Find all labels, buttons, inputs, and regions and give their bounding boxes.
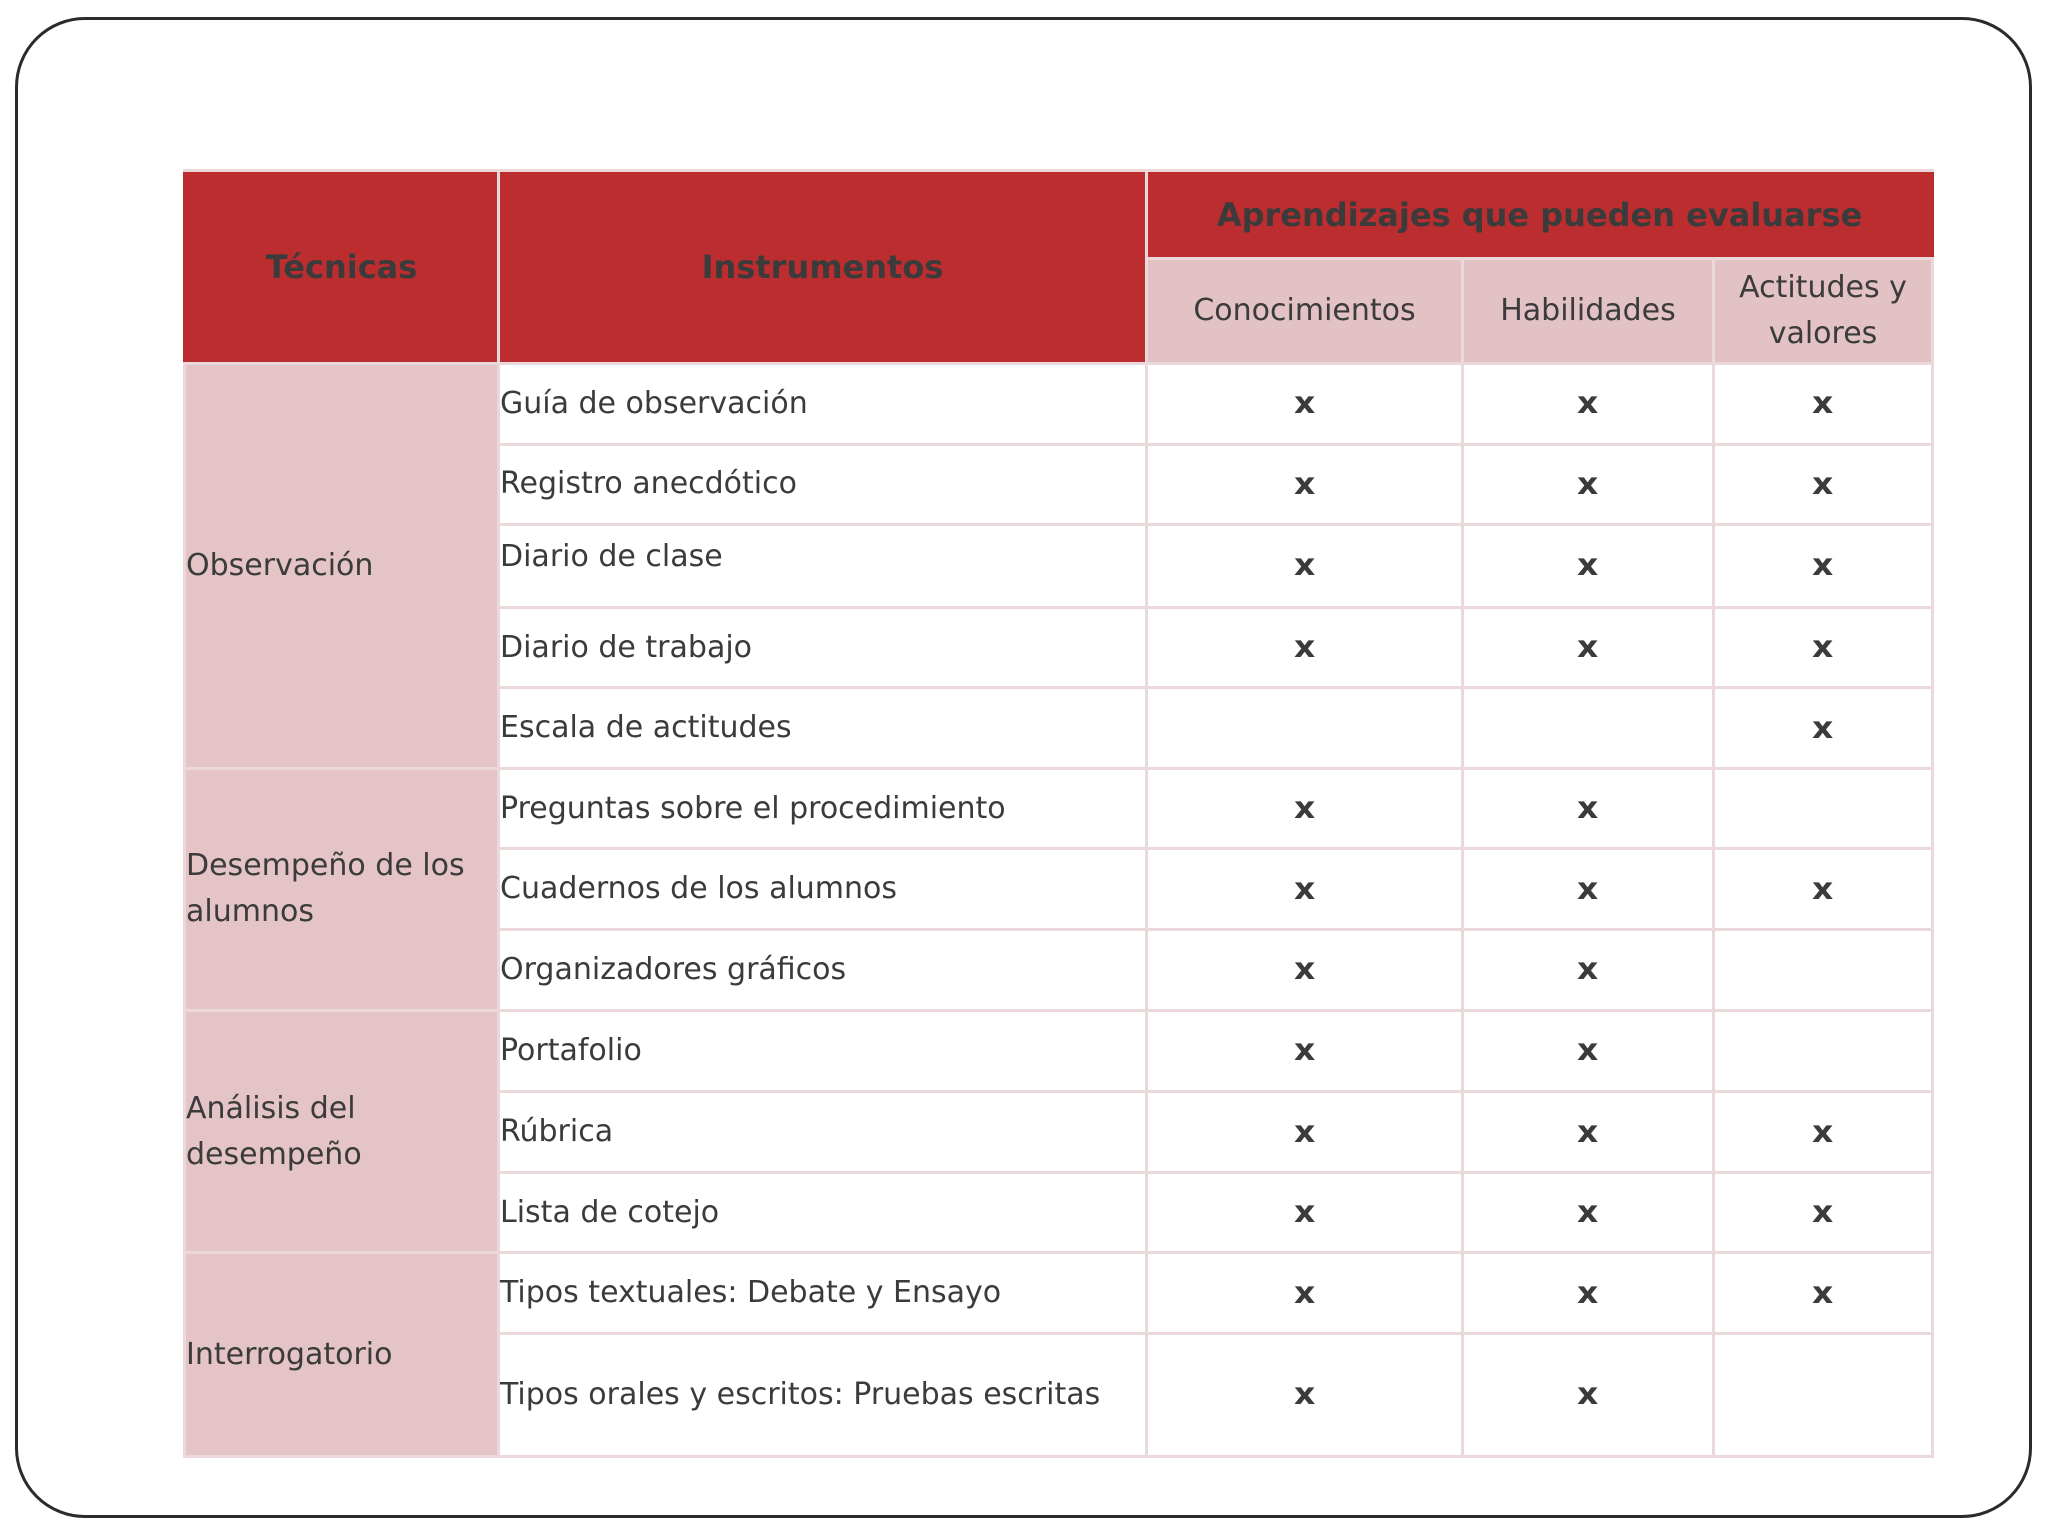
mark-conocimientos: x: [1147, 930, 1463, 1011]
mark-actitudes: [1714, 768, 1933, 849]
mark-conocimientos: x: [1147, 1172, 1463, 1253]
instrumento-cell: Diario de clase: [499, 525, 1147, 608]
tecnica-desempeno-alumnos: Desempeño de los alumnos: [185, 768, 499, 1010]
mark-actitudes: x: [1714, 1092, 1933, 1173]
mark-actitudes: x: [1714, 525, 1933, 608]
mark-habilidades: x: [1463, 1253, 1714, 1334]
mark-habilidades: x: [1463, 849, 1714, 930]
mark-conocimientos: [1147, 688, 1463, 769]
header-instrumentos: Instrumentos: [499, 171, 1147, 364]
mark-conocimientos: x: [1147, 1092, 1463, 1173]
instrumento-cell: Portafolio: [499, 1010, 1147, 1092]
mark-actitudes: x: [1714, 688, 1933, 769]
mark-actitudes: x: [1714, 607, 1933, 688]
mark-actitudes: [1714, 930, 1933, 1011]
evaluation-table: [183, 169, 1934, 1458]
mark-habilidades: [1463, 688, 1714, 769]
instrumento-cell: Organizadores gráficos: [499, 930, 1147, 1011]
mark-actitudes: x: [1714, 444, 1933, 525]
instrumento-cell: Lista de cotejo: [499, 1172, 1147, 1253]
mark-habilidades: x: [1463, 364, 1714, 445]
mark-conocimientos: x: [1147, 768, 1463, 849]
header-tecnicas: Técnicas: [185, 171, 499, 364]
tecnica-interrogatorio: Interrogatorio: [185, 1253, 499, 1457]
mark-conocimientos: x: [1147, 1333, 1463, 1456]
mark-habilidades: x: [1463, 930, 1714, 1011]
instrumento-cell: Tipos textuales: Debate y Ensayo: [499, 1253, 1147, 1334]
mark-habilidades: x: [1463, 1092, 1714, 1173]
instrumento-cell: Tipos orales y escritos: Pruebas escritas: [499, 1333, 1147, 1456]
header-aprendizajes: Aprendizajes que pueden evaluarse: [1147, 171, 1933, 259]
mark-actitudes: x: [1714, 1172, 1933, 1253]
mark-habilidades: x: [1463, 1010, 1714, 1092]
header-actitudes: Actitudes y valores: [1714, 259, 1933, 364]
mark-habilidades: x: [1463, 607, 1714, 688]
mark-conocimientos: x: [1147, 525, 1463, 608]
instrumento-cell: Rúbrica: [499, 1092, 1147, 1173]
mark-habilidades: x: [1463, 1333, 1714, 1456]
mark-actitudes: [1714, 1333, 1933, 1456]
tecnica-observacion: Observación: [185, 364, 499, 769]
mark-conocimientos: x: [1147, 1010, 1463, 1092]
mark-habilidades: x: [1463, 525, 1714, 608]
mark-conocimientos: x: [1147, 849, 1463, 930]
mark-actitudes: x: [1714, 1253, 1933, 1334]
mark-conocimientos: x: [1147, 364, 1463, 445]
mark-habilidades: x: [1463, 768, 1714, 849]
mark-habilidades: x: [1463, 444, 1714, 525]
instrumento-cell: Preguntas sobre el procedimiento: [499, 768, 1147, 849]
mark-actitudes: x: [1714, 849, 1933, 930]
instrumento-cell: Registro anecdótico: [499, 444, 1147, 525]
mark-actitudes: x: [1714, 364, 1933, 445]
instrumento-cell: Cuadernos de los alumnos: [499, 849, 1147, 930]
mark-conocimientos: x: [1147, 607, 1463, 688]
mark-actitudes: [1714, 1010, 1933, 1092]
instrumento-cell: Guía de observación: [499, 364, 1147, 445]
header-conocimientos: Conocimientos: [1147, 259, 1463, 364]
mark-conocimientos: x: [1147, 444, 1463, 525]
tecnica-analisis-desempeno: Análisis del desempeño: [185, 1010, 499, 1253]
mark-conocimientos: x: [1147, 1253, 1463, 1334]
mark-habilidades: x: [1463, 1172, 1714, 1253]
instrumento-cell: Escala de actitudes: [499, 688, 1147, 769]
instrumento-cell: Diario de trabajo: [499, 607, 1147, 688]
header-habilidades: Habilidades: [1463, 259, 1714, 364]
